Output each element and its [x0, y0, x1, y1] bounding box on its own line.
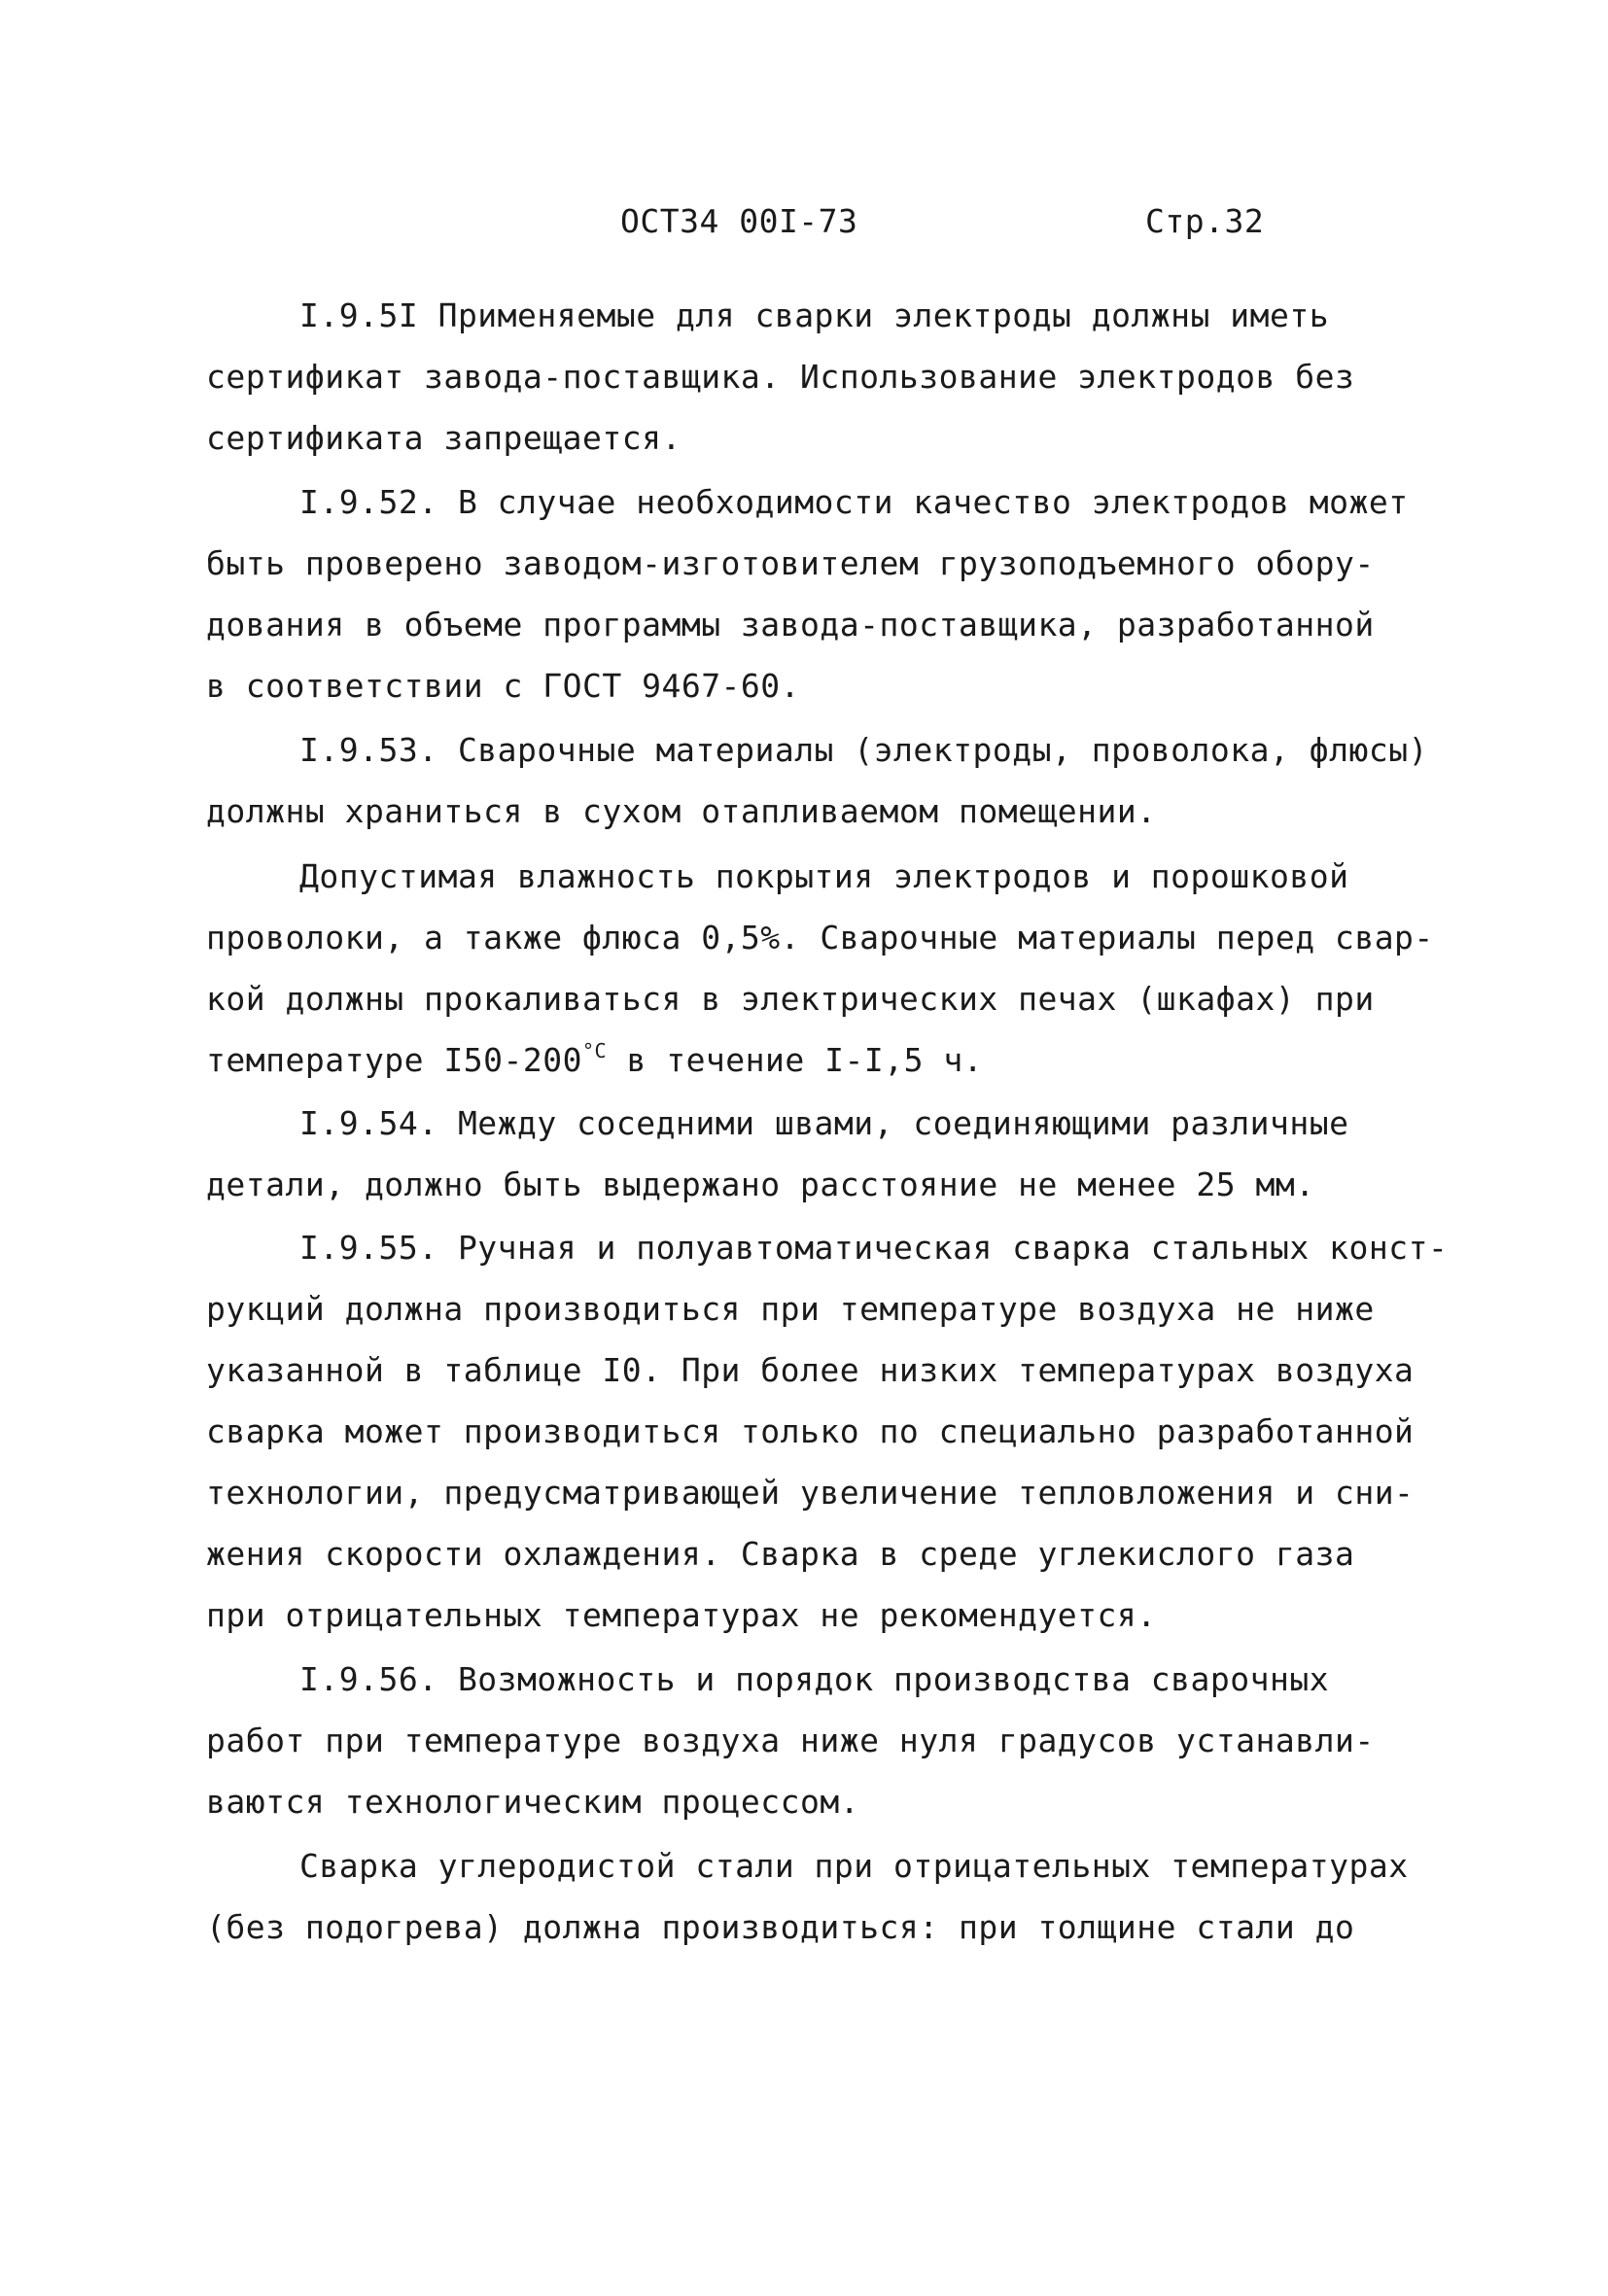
paragraph-carbon-steel-line-2: (без подогрева) должна производиться: при толщине стали до	[206, 1908, 1355, 1946]
clause-1-9-52-line-2: быть проверено заводом-изготовителем грузоподъемного обору-	[206, 544, 1375, 582]
clause-1-9-53-line-2: должны храниться в сухом отапливаемом помещении.	[206, 792, 1157, 830]
page-number: Стр.32	[1145, 202, 1265, 240]
paragraph-humidity-line-2: проволоки, а также флюса 0,5%. Сварочные материалы перед свар-	[206, 919, 1434, 957]
paragraph-humidity-line-1: Допустимая влажность покрытия электродов и порошковой	[299, 857, 1349, 895]
clause-1-9-55-line-3: указанной в таблице І0. При более низких температурах воздуха	[206, 1351, 1415, 1389]
clause-1-9-56-line-2: работ при температуре воздуха ниже нуля градусов устанавли-	[206, 1722, 1375, 1759]
clause-1-9-55-line-5: технологии, предусматривающей увеличение тепловложения и сни-	[206, 1474, 1415, 1512]
clause-1-9-51-line-3: сертификата запрещается.	[206, 419, 682, 457]
clause-1-9-55-line-1: І.9.55. Ручная и полуавтоматическая сварка стальных конст-	[299, 1229, 1449, 1267]
duration-text: в течение І-І,5 ч.	[607, 1041, 984, 1079]
clause-1-9-55-line-6: жения скорости охлаждения. Сварка в среде углекислого газа	[206, 1535, 1355, 1573]
temperature-text: температуре І50-200	[206, 1041, 582, 1079]
clause-1-9-56-line-1: І.9.56. Возможность и порядок производства сварочных	[299, 1660, 1330, 1698]
clause-1-9-55-line-4: сварка может производиться только по специально разработанной	[206, 1412, 1415, 1450]
clause-1-9-54-line-1: І.9.54. Между соседними швами, соединяющими различные	[299, 1104, 1349, 1142]
degree-unit: °С	[582, 1039, 608, 1062]
clause-1-9-52-line-3: дования в объеме программы завода-поставщика, разработанной	[206, 606, 1375, 644]
clause-1-9-55-line-7: при отрицательных температурах не рекомендуется.	[206, 1596, 1157, 1634]
clause-1-9-54-line-2: детали, должно быть выдержано расстояние не менее 25 мм.	[206, 1165, 1315, 1203]
clause-1-9-51-line-1: І.9.5І Применяемые для сварки электроды должны иметь	[299, 296, 1330, 334]
clause-1-9-51-line-2: сертификат завода-поставщика. Использование электродов без	[206, 358, 1355, 396]
clause-1-9-56-line-3: ваются технологическим процессом.	[206, 1783, 860, 1821]
clause-1-9-52-line-4: в соответствии с ГОСТ 9467-60.	[206, 667, 801, 705]
document-number: ОСТ34 00І-73	[620, 202, 858, 240]
paragraph-humidity-line-4	[206, 1041, 983, 1080]
clause-1-9-52-line-1: І.9.52. В случае необходимости качество электродов может	[299, 483, 1409, 521]
clause-1-9-55-line-2: рукций должна производиться при температуре воздуха не ниже	[206, 1290, 1375, 1328]
clause-1-9-53-line-1: І.9.53. Сварочные материалы (электроды, проволока, флюсы)	[299, 731, 1428, 769]
paragraph-humidity-line-3: кой должны прокаливаться в электрических печах (шкафах) при	[206, 980, 1375, 1018]
paragraph-carbon-steel-line-1: Сварка углеродистой стали при отрицательных температурах	[299, 1847, 1409, 1885]
